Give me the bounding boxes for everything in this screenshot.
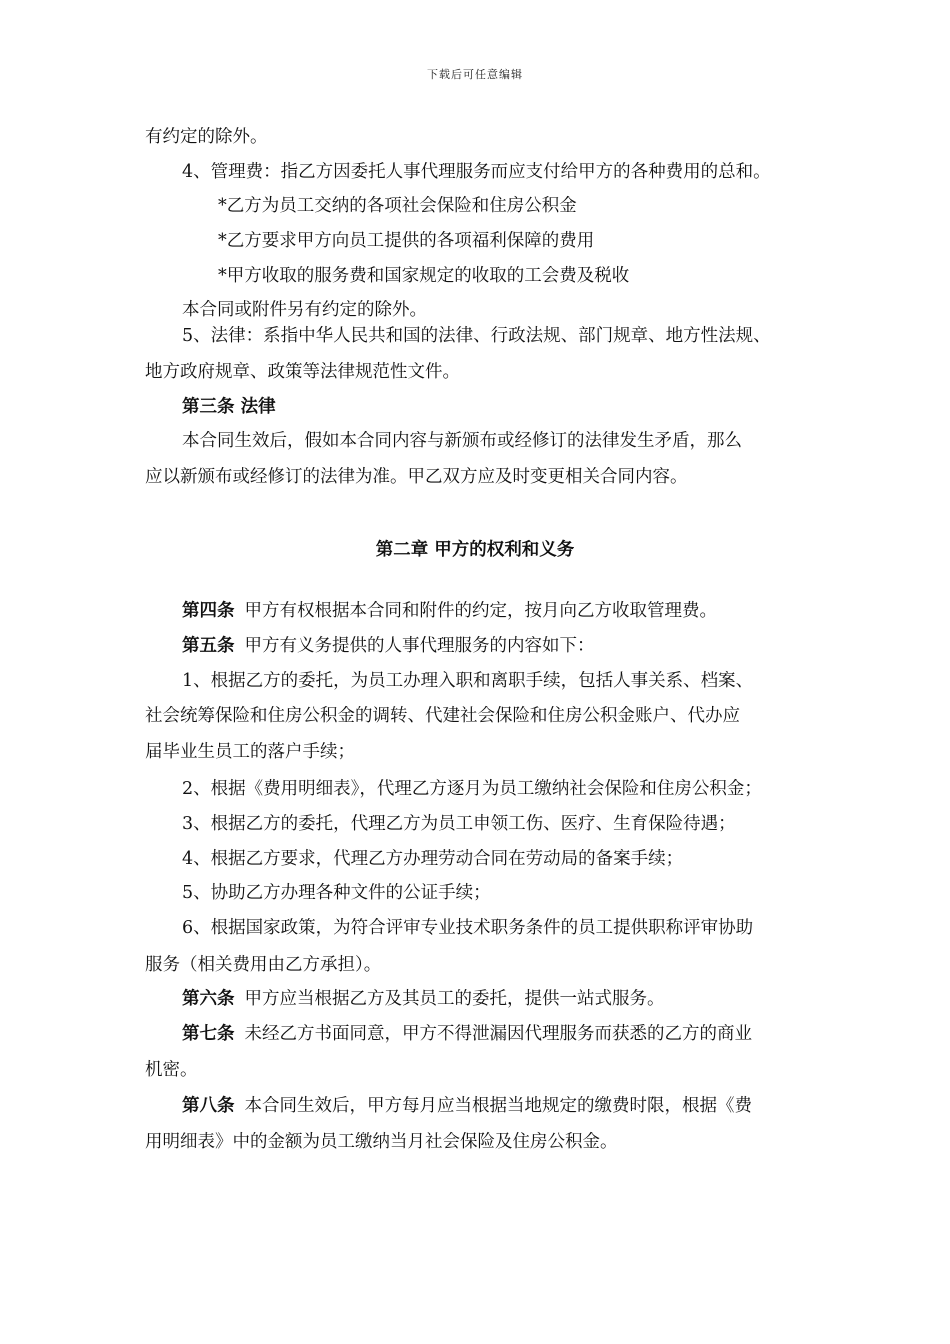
article-text: 本合同生效后，甲方每月应当根据当地规定的缴费时限，根据《费 [244,1096,752,1116]
text-line: 1、根据乙方的委托，为员工办理入职和离职手续，包括人事关系、档案、 [182,671,754,691]
text-line: 本合同生效后，假如本合同内容与新颁布或经修订的法律发生矛盾，那么 [182,431,742,451]
article-heading: 第三条 法律 [182,397,276,417]
text-line: 有约定的除外。 [145,127,268,147]
text-line: 社会统筹保险和住房公积金的调转、代建社会保险和住房公积金账户、代办应 [145,706,740,726]
text-line: 服务（相关费用由乙方承担）。 [145,955,382,975]
article-label: 第八条 [182,1096,235,1116]
text-line: 应以新颁布或经修订的法律为准。甲乙双方应及时变更相关合同内容。 [145,467,688,487]
article-line [182,987,882,1011]
text-line: 届毕业生员工的落户手续； [145,742,355,762]
article-label: 第五条 [182,636,235,656]
text-line: *乙方要求甲方向员工提供的各项福利保障的费用 [218,231,595,251]
article-line [182,1022,882,1046]
article-line [182,1094,882,1118]
article-text: 甲方有义务提供的人事代理服务的内容如下： [244,636,595,656]
article-text: 甲方有权根据本合同和附件的约定，按月向乙方收取管理费。 [244,601,717,621]
page-header: 下载后可任意编辑 [427,68,523,81]
text-line: 机密。 [145,1060,198,1080]
article-text: 甲方应当根据乙方及其员工的委托，提供一站式服务。 [244,989,665,1009]
text-line: 3、根据乙方的委托，代理乙方为员工申领工伤、医疗、生育保险待遇； [182,814,736,834]
text-line: 5、协助乙方办理各种文件的公证手续； [182,883,491,903]
text-line: 用明细表》中的金额为员工缴纳当月社会保险及住房公积金。 [145,1132,618,1152]
text-line: 4、管理费：指乙方因委托人事代理服务而应支付给甲方的各种费用的总和。 [182,162,771,182]
article-label: 第六条 [182,989,235,1009]
article-text: 未经乙方书面同意，甲方不得泄漏因代理服务而获悉的乙方的商业 [244,1024,752,1044]
text-line: 本合同或附件另有约定的除外。 [182,300,427,320]
text-line: *甲方收取的服务费和国家规定的收取的工会费及税收 [218,266,630,286]
chapter-heading: 第二章 甲方的权利和义务 [375,540,575,560]
article-line [182,634,882,658]
text-line: 6、根据国家政策，为符合评审专业技术职务条件的员工提供职称评审协助 [182,918,754,938]
article-label: 第四条 [182,601,235,621]
text-line: 4、根据乙方要求，代理乙方办理劳动合同在劳动局的备案手续； [182,849,684,869]
article-line [182,599,882,623]
text-line: 5、法律：系指中华人民共和国的法律、行政法规、部门规章、地方性法规、 [182,326,771,346]
article-label: 第七条 [182,1024,235,1044]
text-line: 地方政府规章、政策等法律规范性文件。 [145,362,460,382]
text-line: *乙方为员工交纳的各项社会保险和住房公积金 [218,196,577,216]
text-line: 2、根据《费用明细表》，代理乙方逐月为员工缴纳社会保险和住房公积金； [182,779,762,799]
